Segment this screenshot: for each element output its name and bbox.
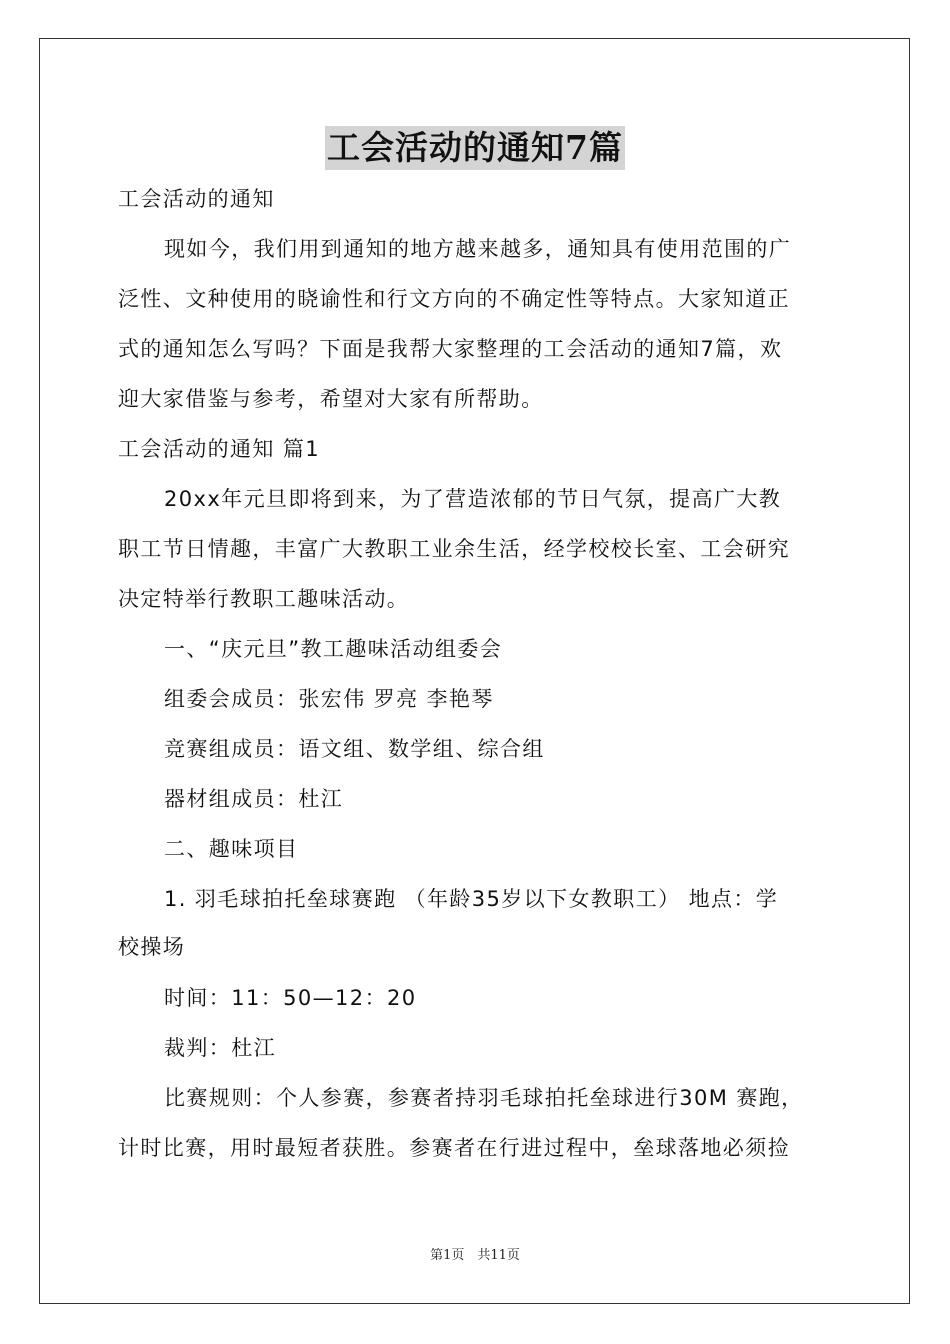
competition-members: 竞赛组成员：语文组、数学组、综合组 xyxy=(164,737,545,761)
section-heading: 工会活动的通知 xyxy=(118,187,275,211)
event-1-line-1: 1. 羽毛球拍托垒球赛跑 （年龄35岁以下女教职工） 地点：学 xyxy=(164,887,779,911)
article-heading: 工会活动的通知 篇1 xyxy=(118,437,321,461)
page-border xyxy=(39,38,910,1304)
body-line-3: 决定特举行教职工趣味活动。 xyxy=(118,587,410,611)
committee-members: 组委会成员：张宏伟 罗亮 李艳琴 xyxy=(164,687,494,711)
document-title: 工会活动的通知7篇 xyxy=(325,126,625,170)
intro-line-3: 式的通知怎么写吗？下面是我帮大家整理的工会活动的通知7篇，欢 xyxy=(118,337,783,361)
event-1-referee: 裁判：杜江 xyxy=(164,1036,276,1060)
body-line-2: 职工节日情趣，丰富广大教职工业余生活，经学校校长室、工会研究 xyxy=(118,537,790,561)
equipment-members: 器材组成员：杜江 xyxy=(164,787,344,811)
intro-line-2: 泛性、文种使用的晓谕性和行文方向的不确定性等特点。大家知道正 xyxy=(118,287,790,311)
body-line-1: 20xx年元旦即将到来，为了营造浓郁的节日气氛，提高广大教 xyxy=(164,487,782,511)
title-container xyxy=(0,126,950,170)
events-heading: 二、趣味项目 xyxy=(164,837,299,861)
intro-line-4: 迎大家借鉴与参考，希望对大家有所帮助。 xyxy=(118,387,544,411)
event-1-time: 时间：11：50—12：20 xyxy=(164,986,417,1010)
event-1-line-2: 校操场 xyxy=(118,935,186,959)
intro-line-1: 现如今，我们用到通知的地方越来越多，通知具有使用范围的广 xyxy=(164,237,792,261)
committee-heading: 一、“庆元旦”教工趣味活动组委会 xyxy=(164,637,503,661)
event-1-rules-line-2: 计时比赛，用时最短者获胜。参赛者在行进过程中，垒球落地必须捡 xyxy=(118,1136,790,1160)
page-number: 第1页 共11页 xyxy=(430,1248,520,1263)
event-1-rules-line-1: 比赛规则：个人参赛，参赛者持羽毛球拍托垒球进行30M 赛跑， xyxy=(164,1086,804,1110)
